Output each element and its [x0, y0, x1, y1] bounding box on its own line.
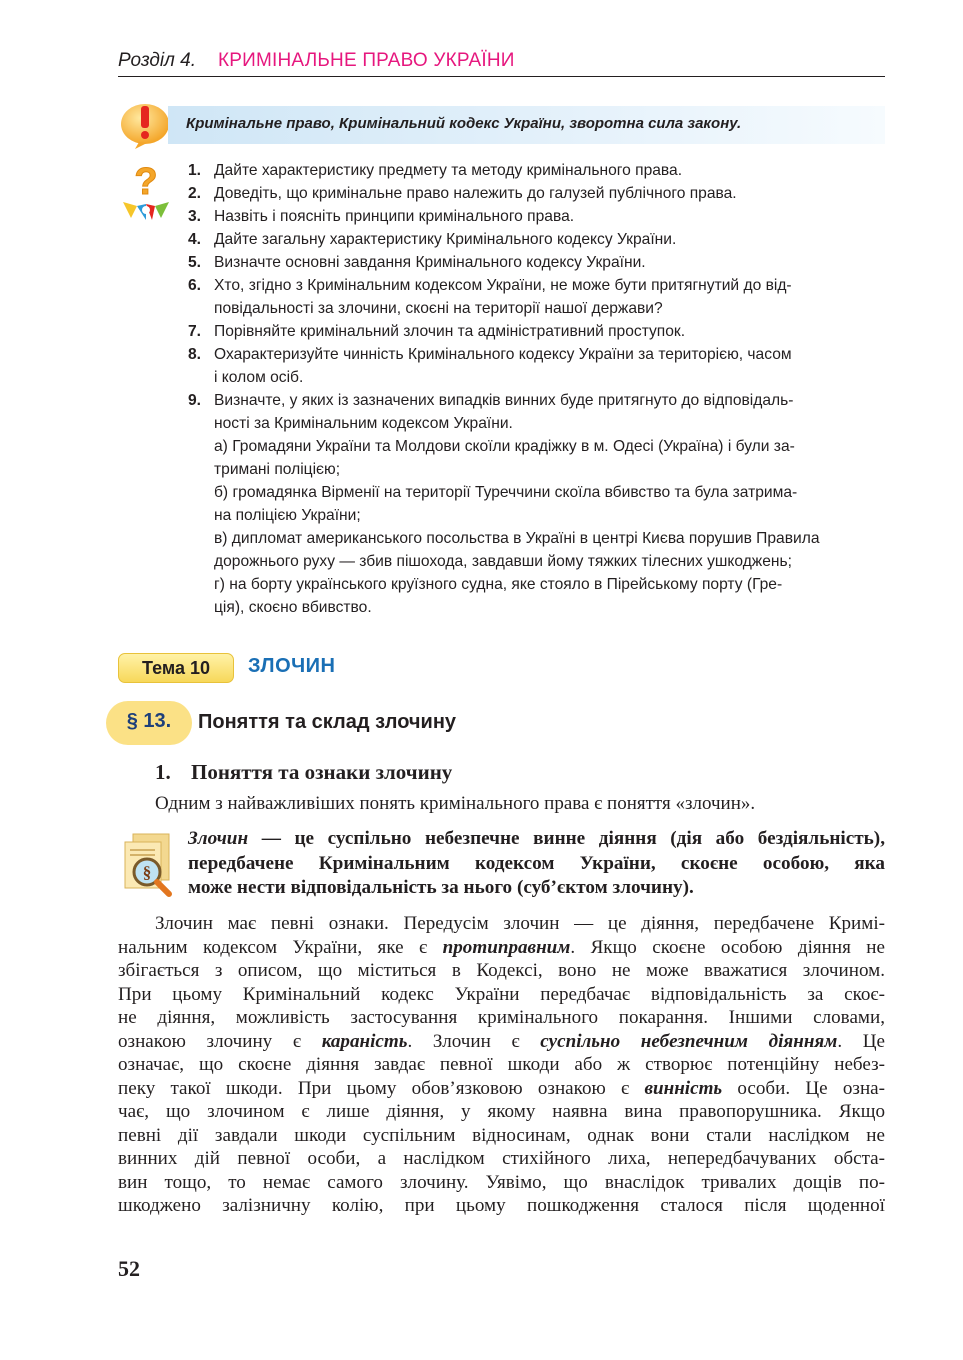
question-text: повідальності за злочини, скоєні на території нашої держави?: [214, 300, 663, 317]
text-line: означає, що скоєне діяння завдає певної шкоди або ж створює потенційну небез-: [118, 1054, 885, 1075]
question-text: Дайте характеристику предмету та методу кримінального права.: [214, 162, 683, 179]
topic-badge-label: Тема 10: [142, 658, 210, 678]
important-icon: [119, 98, 171, 150]
question-item: [188, 159, 888, 182]
key-terms-banner: [168, 106, 885, 144]
review-questions: [188, 159, 888, 619]
intro-paragraph: Одним з найважливіших понять кримінального права є поняття «злочин».: [155, 793, 756, 814]
question-text: а) Громадяни України та Молдови скоїли крадіжку в м. Одесі (Україна) і були за-: [214, 438, 795, 455]
question-number: 6.: [188, 277, 202, 294]
question-text: Визначте основні завдання Кримінального кодексу України.: [214, 254, 646, 271]
emphasis-term: протиправним: [442, 936, 571, 958]
text-line: збігається з описом, що міститься в Кодексі, воно не може вважатися злочином.: [118, 960, 885, 981]
paragraph-title: Поняття та склад злочину: [198, 711, 457, 733]
text-line: чає, що злочином є лише діяння, у якому наявна вина правопорушника. Якщо: [118, 1101, 885, 1122]
question-icon: [119, 160, 173, 222]
question-item: [188, 274, 888, 320]
topic-badge: [118, 653, 234, 683]
text-line: певні дії завдали шкоди суспільним відносинам, однак вони стали наслідком не: [118, 1124, 885, 1146]
page-header: [118, 48, 885, 77]
emphasis-term: винність: [644, 1077, 723, 1099]
question-number: 4.: [188, 231, 202, 248]
question-item: [188, 251, 888, 274]
text-line: пеку такої шкоди. При цьому обов’язковою ознакою є винність особи. Це озна-: [118, 1077, 885, 1099]
definition-line: — це суспільно небезпечне винне діяння (дія або бездіяльність),: [261, 828, 885, 849]
question-text: Хто, згідно з Кримінальним кодексом України, не може бути притягнутий до від-: [214, 277, 792, 294]
section-title: КРИМІНАЛЬНЕ ПРАВО УКРАЇНИ: [218, 50, 515, 71]
question-text: Назвіть і поясніть принципи кримінального права.: [214, 208, 575, 225]
question-number: 1.: [188, 162, 202, 179]
question-text: Охарактеризуйте чинність Кримінального кодексу України за територією, часом: [214, 346, 792, 363]
text-line: Злочин має певні ознаки. Передусім злочин — це діяння, передбачене Кримі-: [155, 913, 885, 934]
question-text: ція), скоєно вбивство.: [214, 599, 372, 616]
subsection-number: 1.: [155, 760, 171, 784]
subsection-title: Поняття та ознаки злочину: [191, 760, 453, 784]
question-number: 8.: [188, 346, 202, 363]
emphasis-term: караність: [321, 1030, 408, 1052]
question-text: і колом осіб.: [214, 369, 304, 386]
definition-line: передбачене Кримінальним кодексом України, скоєне особою, яка: [188, 852, 885, 874]
emphasis-term: суспільно небезпечним діянням: [540, 1030, 838, 1052]
question-number: 2.: [188, 185, 202, 202]
question-number: 3.: [188, 208, 202, 225]
question-text: Доведіть, що кримінальне право належить до галузей публічного права.: [214, 185, 737, 202]
definition-line: може нести відповідальність за нього (суб’єктом злочину).: [188, 877, 694, 898]
svg-text:§: §: [142, 863, 152, 882]
question-item: [188, 389, 888, 619]
question-item: [188, 343, 888, 389]
text-line: шкоджено залізничну колію, при цьому пошкодження сталося після щоденної: [118, 1195, 885, 1216]
question-text: тримані поліцією;: [214, 461, 341, 478]
question-text: Дайте загальну характеристику Кримінального кодексу України.: [214, 231, 677, 248]
topic-title: ЗЛОЧИН: [248, 655, 336, 677]
definition-term: Злочин: [188, 828, 249, 849]
question-text: Визначте, у яких із зазначених випадків винних буде притягнуто до відповідаль-: [214, 392, 794, 409]
svg-text:?: ?: [134, 161, 158, 203]
text-line: нальним кодексом України, яке є протиправним. Якщо скоєне особою діяння не: [118, 936, 885, 958]
text-line: ознакою злочину є караність. Злочин є суспільно небезпечним діянням. Це: [118, 1030, 886, 1052]
crime-definition: [188, 827, 885, 901]
question-item: [188, 228, 888, 251]
subsection-heading: [155, 760, 452, 785]
question-item: [188, 320, 888, 343]
paragraph-badge: [106, 701, 192, 745]
question-text: Порівняйте кримінальний злочин та адміністративний проступок.: [214, 323, 686, 340]
question-number: 9.: [188, 392, 202, 409]
question-item: [188, 182, 888, 205]
text-line: не діяння, можливість застосування кримінального покарання. Іншими словами,: [118, 1007, 885, 1028]
question-number: 5.: [188, 254, 202, 271]
text-line: При цьому Кримінальний кодекс України передбачає відповідальність за скоє-: [118, 983, 885, 1005]
question-text: в) дипломат американського посольства в Україні в центрі Києва порушив Правила: [214, 530, 820, 547]
section-label: Розділ 4.: [118, 50, 196, 71]
question-number: 7.: [188, 323, 202, 340]
question-text: ності за Кримінальним кодексом України.: [214, 415, 513, 432]
question-text: на поліцією України;: [214, 507, 361, 524]
key-terms-text: Кримінальне право, Кримінальний кодекс України, зворотна сила закону.: [186, 115, 742, 132]
text-line: винних дій певної особи, а наслідком стихійного лиха, непередбачуваних обста-: [118, 1148, 885, 1169]
question-item: [188, 205, 888, 228]
body-paragraph: [118, 912, 885, 1218]
question-text: дорожнього руху — збив пішохода, завдавши йому тяжких тілесних ушкоджень;: [214, 553, 792, 570]
law-document-icon: [119, 832, 175, 898]
text-line: вин тощо, то немає самого злочину. Уявімо, що внаслідок тривалих дощів по-: [118, 1171, 885, 1193]
paragraph-badge-label: § 13.: [126, 710, 172, 732]
question-text: б) громадянка Вірменії на території Туреччини скоїла вбивство та була затрима-: [214, 484, 798, 501]
question-text: г) на борту українського круїзного судна, яке стояло в Пірейському порту (Гре-: [214, 576, 783, 593]
page-number: 52: [118, 1256, 140, 1281]
